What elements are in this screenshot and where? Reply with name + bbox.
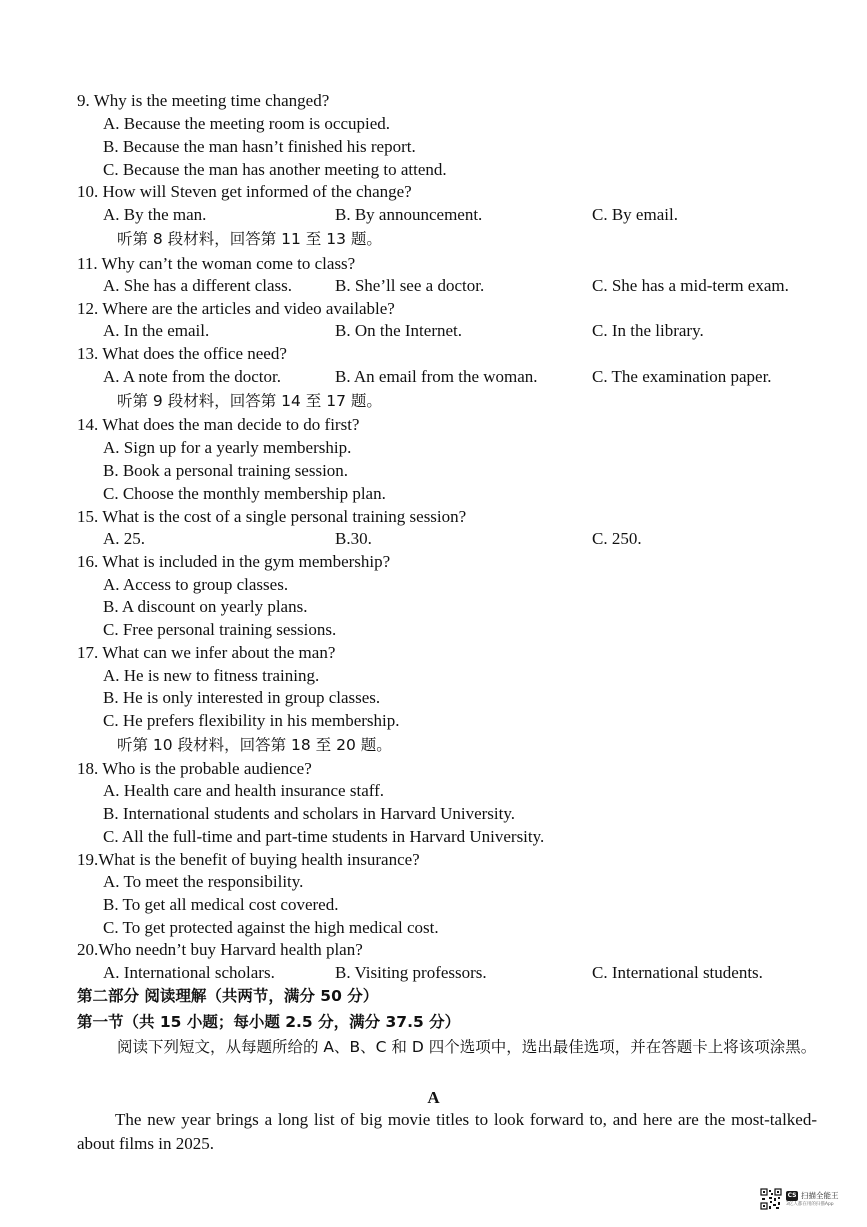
passage-intro: The new year brings a long list of big movie titles to look forward to, and here are the most-talked-about films in 2025.	[77, 1110, 817, 1153]
q16-option-a: A. Access to group classes.	[103, 575, 289, 594]
watermark-tagline: 3亿人都在用的扫描App	[786, 1201, 834, 1207]
question-12: 12. Where are the articles and video available?	[77, 299, 395, 318]
passage-label: A	[427, 1088, 440, 1107]
q13-option-b: B. An email from the woman.	[335, 367, 538, 386]
scanner-watermark	[760, 1183, 855, 1215]
question-18: 18. Who is the probable audience?	[77, 759, 312, 778]
question-11: 11. Why can’t the woman come to class?	[77, 254, 356, 273]
q17-option-b: B. He is only interested in group classes.	[103, 688, 381, 707]
question-20: 20.Who needn’t buy Harvard health plan?	[77, 940, 363, 959]
qr-code-icon	[760, 1188, 782, 1210]
question-14: 14. What does the man decide to do first?	[77, 415, 360, 434]
question-16: 16. What is included in the gym membership?	[77, 552, 391, 571]
q17-option-a: A. He is new to fitness training.	[103, 666, 320, 685]
watermark-app-name: 扫描全能王	[801, 1191, 839, 1200]
q14-option-b: B. Book a personal training session.	[103, 461, 349, 480]
q13-option-c: C. The examination paper.	[592, 367, 772, 386]
question-17: 17. What can we infer about the man?	[77, 643, 336, 662]
q15-option-c: C. 250.	[592, 529, 642, 548]
watermark-title-row	[786, 1191, 839, 1201]
reading-instructions: 阅读下列短文，从每题所给的 A、B、C 和 D 四个选项中，选出最佳选项，并在答题卡上将该项涂黑。	[117, 1038, 817, 1056]
watermark-text-group	[786, 1191, 839, 1208]
q19-option-c: C. To get protected against the high medical cost.	[103, 918, 439, 937]
q10-option-b: B. By announcement.	[335, 205, 483, 224]
question-13: 13. What does the office need?	[77, 344, 287, 363]
q14-option-a: A. Sign up for a yearly membership.	[103, 438, 352, 457]
q19-option-a: A. To meet the responsibility.	[103, 872, 304, 891]
q13-option-a: A. A note from the doctor.	[103, 367, 282, 386]
part-2-heading: 第二部分 阅读理解（共两节，满分 50 分）	[77, 987, 379, 1005]
section-10-heading: 听第 10 段材料，回答第 18 至 20 题。	[117, 736, 392, 754]
q20-option-a: A. International scholars.	[103, 963, 275, 982]
q17-option-c: C. He prefers flexibility in his membership.	[103, 711, 400, 730]
q12-option-a: A. In the email.	[103, 321, 210, 340]
q18-option-c: C. All the full-time and part-time students in Harvard University.	[103, 827, 545, 846]
q20-option-c: C. International students.	[592, 963, 763, 982]
q9-option-b: B. Because the man hasn’t finished his report.	[103, 137, 416, 156]
q11-option-c: C. She has a mid-term exam.	[592, 276, 789, 295]
q14-option-c: C. Choose the monthly membership plan.	[103, 484, 386, 503]
section-8-heading: 听第 8 段材料，回答第 11 至 13 题。	[117, 230, 382, 248]
q16-option-b: B. A discount on yearly plans.	[103, 597, 308, 616]
question-9: 9. Why is the meeting time changed?	[77, 91, 330, 110]
q15-option-a: A. 25.	[103, 529, 146, 548]
q16-option-c: C. Free personal training sessions.	[103, 620, 337, 639]
section-9-heading: 听第 9 段材料，回答第 14 至 17 题。	[117, 392, 382, 410]
q15-option-b: B.30.	[335, 529, 372, 548]
q10-option-c: C. By email.	[592, 205, 678, 224]
q9-option-c: C. Because the man has another meeting to attend.	[103, 160, 447, 179]
question-19: 19.What is the benefit of buying health insurance?	[77, 850, 420, 869]
q11-option-a: A. She has a different class.	[103, 276, 292, 295]
q12-option-b: B. On the Internet.	[335, 321, 462, 340]
q19-option-b: B. To get all medical cost covered.	[103, 895, 339, 914]
q18-option-b: B. International students and scholars in Harvard University.	[103, 804, 515, 823]
camscanner-logo-icon: CS	[787, 1191, 797, 1199]
question-15: 15. What is the cost of a single personal training session?	[77, 507, 467, 526]
q12-option-c: C. In the library.	[592, 321, 704, 340]
q11-option-b: B. She’ll see a doctor.	[335, 276, 485, 295]
question-10: 10. How will Steven get informed of the change?	[77, 182, 412, 201]
q18-option-a: A. Health care and health insurance staff.	[103, 781, 385, 800]
q20-option-b: B. Visiting professors.	[335, 963, 487, 982]
part-2-section-1-heading: 第一节（共 15 小题；每小题 2.5 分，满分 37.5 分）	[77, 1013, 461, 1031]
q10-option-a: A. By the man.	[103, 205, 207, 224]
q9-option-a: A. Because the meeting room is occupied.	[103, 114, 391, 133]
